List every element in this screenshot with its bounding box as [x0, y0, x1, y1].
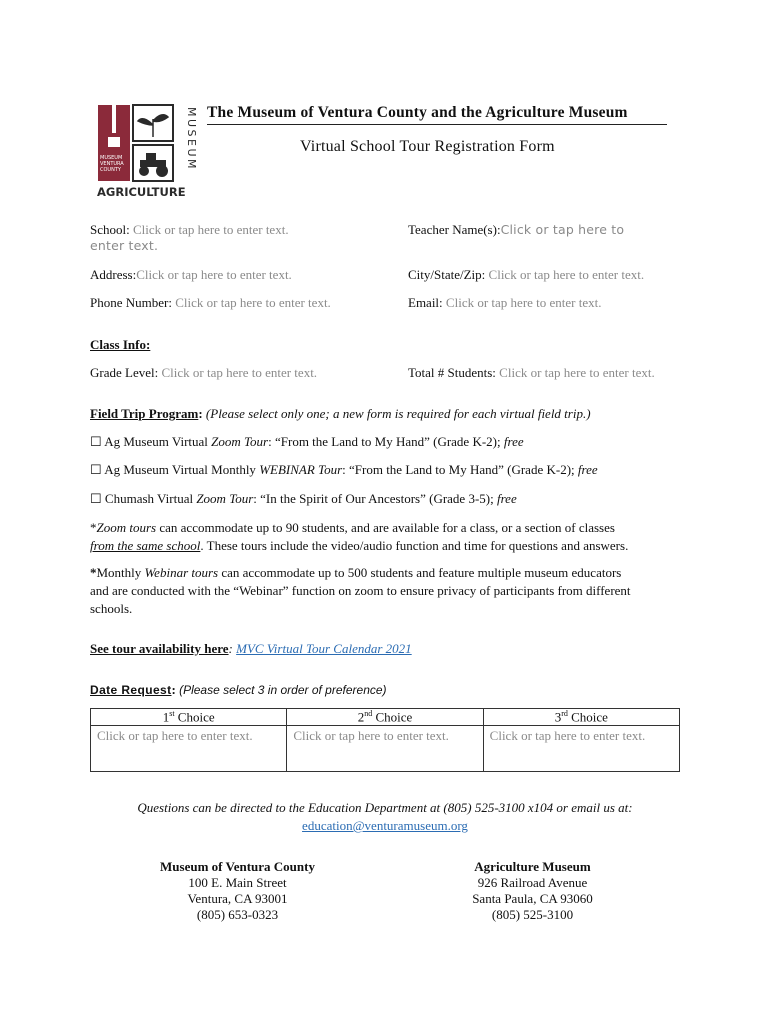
availability-label: See tour availability here [90, 641, 229, 656]
choice-2-header: 2nd Choice [287, 709, 483, 726]
phone-label: Phone Number: [90, 295, 172, 310]
school-label: School: [90, 222, 130, 237]
svg-text:VENTURA: VENTURA [100, 161, 124, 167]
field-trip-note: (Please select only one; a new form is required for each virtual field trip.) [205, 406, 591, 421]
date-request-note: (Please select 3 in order of preference) [179, 683, 387, 697]
choice-1-header: 1st Choice [91, 709, 287, 726]
checkbox-ag-zoom[interactable]: ☐ [90, 434, 102, 449]
teacher-input[interactable]: Click or tap here to [500, 222, 625, 237]
checkbox-chumash-zoom[interactable]: ☐ [90, 491, 102, 506]
grade-label: Grade Level: [90, 365, 159, 380]
field-trip-heading-row: Field Trip Program: (Please select only one; a new form is required for each virtual field trip.) [90, 406, 591, 421]
contact-mvc [130, 859, 345, 923]
field-trip-heading: Field Trip Program [90, 406, 199, 421]
contact-city: Santa Paula, CA 93060 [472, 891, 593, 906]
contact-name: Museum of Ventura County [160, 859, 315, 874]
date-choice-table [90, 708, 680, 772]
students-label: Total # Students: [408, 365, 496, 380]
option-chumash-zoom[interactable]: ☐ Chumash Virtual Zoom Tour: “In the Spirit of Our Ancestors” (Grade 3-5); free [90, 491, 517, 506]
contact-phone: (805) 653-0323 [196, 907, 279, 922]
city-label: City/State/Zip: [408, 267, 486, 282]
date-request-label: Date Request [90, 683, 172, 697]
contact-name: Agriculture Museum [474, 859, 591, 874]
svg-text:MUSEUM: MUSEUM [100, 155, 123, 161]
svg-text:COUNTY: COUNTY [100, 167, 121, 173]
zoom-tours-note: *Zoom tours can accommodate up to 90 students, and are available for a class, or a section of classes from the same school. These tours include the video/audio function and time for questions and answers. [90, 520, 629, 553]
logo-museum-label: MUSEUM [185, 107, 198, 172]
contact-city: Ventura, CA 93001 [187, 891, 288, 906]
phone-input[interactable]: Click or tap here to enter text. [175, 295, 331, 310]
teacher-label: Teacher Name(s): [408, 222, 501, 237]
email-label: Email: [408, 295, 443, 310]
contact-street: 926 Railroad Avenue [477, 875, 588, 890]
choice-3-header: 3rd Choice [483, 709, 679, 726]
email-input[interactable]: Click or tap here to enter text. [445, 295, 602, 310]
class-info-heading: Class Info: [90, 337, 151, 352]
page-title: The Museum of Ventura County and the Agriculture Museum [207, 104, 667, 125]
city-input[interactable]: Click or tap here to enter text. [488, 267, 645, 282]
school-input[interactable]: Click or tap here to enter text. [132, 222, 289, 237]
logo-agriculture-label: AGRICULTURE [97, 185, 186, 199]
education-email-link[interactable]: education@venturamuseum.org [302, 818, 468, 833]
school-field [90, 222, 289, 238]
choice-1-input[interactable]: Click or tap here to enter text. [91, 726, 287, 772]
date-request-row: Date Request: (Please select 3 in order of preference) [90, 682, 387, 697]
city-field [408, 267, 644, 283]
contact-street: 100 E. Main Street [188, 875, 287, 890]
webinar-tours-note: *Monthly Webinar tours can accommodate up to 500 students and feature multiple museum educators and are conducted with the “Webinar” function on zoom to ensure privacy of participants from different schools. [90, 565, 631, 616]
grade-input[interactable]: Click or tap here to enter text. [161, 365, 318, 380]
checkbox-ag-webinar[interactable]: ☐ [90, 462, 102, 477]
email-field [408, 295, 602, 311]
phone-field [90, 295, 331, 311]
form-subtitle: Virtual School Tour Registration Form [300, 138, 555, 155]
address-field [90, 267, 292, 283]
museum-logo-graphic [96, 103, 196, 199]
option-ag-webinar[interactable]: ☐ Ag Museum Virtual Monthly WEBINAR Tour: “From the Land to My Hand” (Grade K-2); free [90, 462, 598, 477]
address-input[interactable]: Click or tap here to enter text. [136, 267, 292, 282]
museum-logo [96, 103, 196, 199]
teacher-field [408, 222, 624, 238]
address-label: Address: [90, 267, 137, 282]
students-field [408, 365, 655, 381]
availability-row: See tour availability here: MVC Virtual Tour Calendar 2021 [90, 641, 412, 656]
students-input[interactable]: Click or tap here to enter text. [499, 365, 655, 380]
grade-field [90, 365, 317, 381]
contact-phone: (805) 525-3100 [491, 907, 574, 922]
tour-calendar-link[interactable]: MVC Virtual Tour Calendar 2021 [236, 641, 412, 656]
choice-2-input[interactable]: Click or tap here to enter text. [287, 726, 483, 772]
school-input-wrap[interactable]: enter text. [90, 238, 159, 253]
choice-3-input[interactable]: Click or tap here to enter text. [483, 726, 679, 772]
questions-text: Questions can be directed to the Education Department at (805) 525-3100 x104 or email us at: [137, 800, 633, 815]
contact-ag-museum [425, 859, 640, 923]
email-link-wrap [90, 818, 680, 834]
option-ag-zoom[interactable]: ☐ Ag Museum Virtual Zoom Tour: “From the Land to My Hand” (Grade K-2); free [90, 434, 524, 449]
